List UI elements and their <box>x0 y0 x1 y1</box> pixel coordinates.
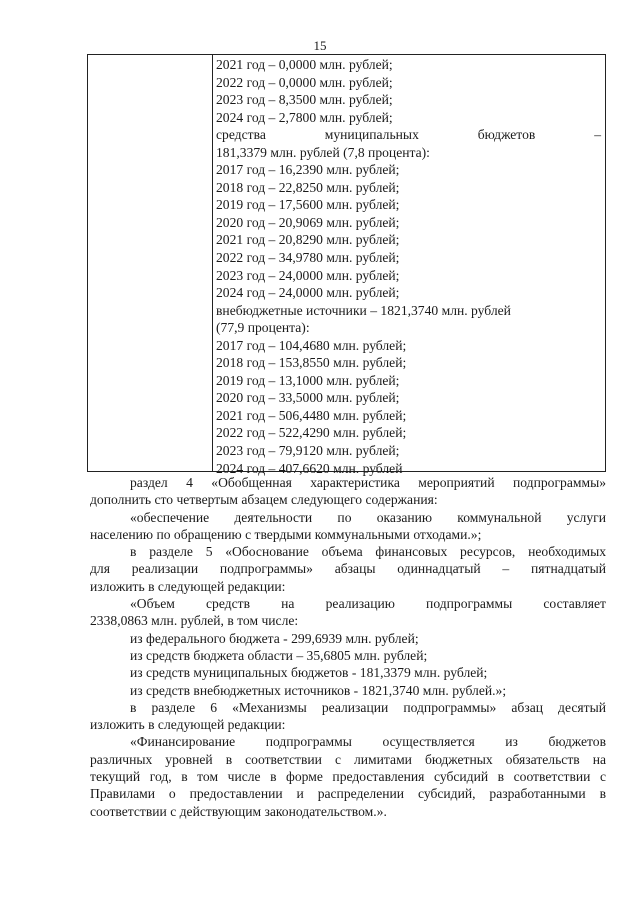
body-line: изложить в следующей редакции: <box>90 578 286 594</box>
table-line: 2023 год – 8,3500 млн. рублей; <box>216 92 393 108</box>
table-line: 2019 год – 17,5600 млн. рублей; <box>216 197 400 213</box>
table-line: 2023 год – 24,0000 млн. рублей; <box>216 267 400 283</box>
table-right-cell <box>216 56 601 477</box>
table-line: 2017 год – 104,4680 млн. рублей; <box>216 337 407 353</box>
table-line: 2023 год – 79,9120 млн. рублей; <box>216 443 400 459</box>
table-word: муниципальных <box>324 127 419 143</box>
body-line: населению по обращению с твердыми коммунальными отходами.»; <box>90 526 482 542</box>
page-number: 15 <box>313 38 327 53</box>
table-line: 2022 год – 34,9780 млн. рублей; <box>216 250 400 266</box>
body-line: из средств муниципальных бюджетов - 181,3379 млн. рублей; <box>130 665 488 681</box>
table-line: 2021 год – 0,0000 млн. рублей; <box>216 57 393 72</box>
table-line: 2020 год – 20,9069 млн. рублей; <box>216 214 400 230</box>
table-line <box>216 126 601 144</box>
body-line: «Финансирование подпрограммы осуществляется из бюджетов <box>130 734 606 750</box>
table-line: 2021 год – 506,4480 млн. рублей; <box>216 407 407 423</box>
table-line: 2021 год – 20,8290 млн. рублей; <box>216 232 400 248</box>
body-line: из средств бюджета области – 35,6805 млн. рублей; <box>130 647 428 663</box>
table-line: 2024 год – 24,0000 млн. рублей; <box>216 285 400 301</box>
body-line: «Объем средств на реализацию подпрограммы составляет <box>130 596 606 612</box>
body-line: соответствии с действующим законодательством.». <box>90 803 387 819</box>
body-line: в разделе 6 «Механизмы реализации подпрограммы» абзац десятый <box>130 699 606 715</box>
table-word: – <box>594 127 601 143</box>
table-line: 2022 год – 0,0000 млн. рублей; <box>216 74 393 90</box>
table-line: 2022 год – 522,4290 млн. рублей; <box>216 425 407 441</box>
body-line: Правилами о предоставлении и распределении субсидий, разработанными в <box>90 786 606 802</box>
table-line: 2018 год – 153,8550 млн. рублей; <box>216 355 407 371</box>
table-line: 181,3379 млн. рублей (7,8 процента): <box>216 144 430 160</box>
table-column-divider <box>212 55 213 471</box>
body-line: в разделе 5 «Обоснование объема финансовых ресурсов, необходимых <box>130 544 606 560</box>
table-line: 2024 год – 2,7800 млн. рублей; <box>216 109 393 125</box>
table-line: 2018 год – 22,8250 млн. рублей; <box>216 179 400 195</box>
body-line: изложить в следующей редакции: <box>90 717 286 733</box>
table-line: 2017 год – 16,2390 млн. рублей; <box>216 162 400 178</box>
funding-table <box>87 54 606 476</box>
table-line: 2020 год – 33,5000 млн. рублей; <box>216 390 400 406</box>
body-line: 2338,0863 млн. рублей, в том числе: <box>90 613 299 629</box>
body-line: для реализации подпрограммы» абзацы одиннадцатый – пятнадцатый <box>90 561 606 577</box>
table-line: внебюджетные источники – 1821,3740 млн. рублей <box>216 302 511 318</box>
body-line: из федерального бюджета - 299,6939 млн. рублей; <box>130 630 419 646</box>
table-line: 2024 год – 407,6620 млн. рублей <box>216 460 403 476</box>
table-line: (77,9 процента): <box>216 320 310 336</box>
table-word: бюджетов <box>477 127 536 143</box>
body-line: различных уровней в соответствии с лимитами бюджетных обязательств на <box>90 751 606 767</box>
document-body <box>90 474 606 820</box>
table-line: 2019 год – 13,1000 млн. рублей; <box>216 372 400 388</box>
body-line: дополнить сто четвертым абзацем следующего содержания: <box>90 492 438 508</box>
body-line: из средств внебюджетных источников - 1821,3740 млн. рублей.»; <box>130 682 507 698</box>
body-line: текущий год, в том числе в форме предоставления субсидий в соответствии с <box>90 769 606 785</box>
table-word: средства <box>216 127 266 143</box>
body-line: раздел 4 «Обобщенная характеристика мероприятий подпрограммы» <box>130 475 606 490</box>
body-line: «обеспечение деятельности по оказанию коммунальной услуги <box>130 509 606 525</box>
